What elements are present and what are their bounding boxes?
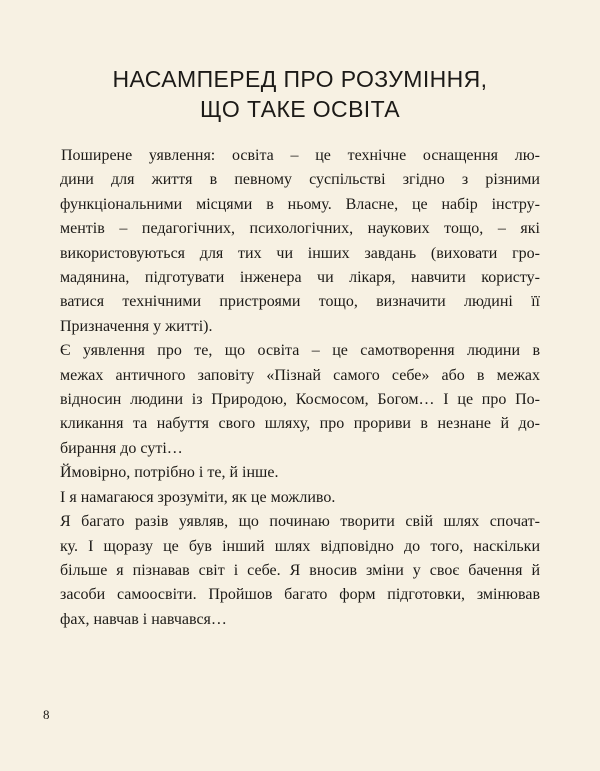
chapter-title-line-1: НАСАМПЕРЕД ПРО РОЗУМІННЯ, <box>112 66 488 92</box>
paragraph-5-line-3: більше я пізнавав світ і себе. Я вносив зміни у своє бачення й <box>60 561 540 579</box>
paragraph-1-line-2: дини для життя в певному суспільстві згідно з різними <box>60 171 540 189</box>
paragraph-2-line-3: відносин людини із Природою, Космосом, Богом… І це про По- <box>60 391 540 409</box>
paragraph-2-line-4: кликання та набуття свого шляху, про прориви в незнане й до- <box>60 415 540 433</box>
paragraph-1-line-8: Призначення у житті). <box>60 317 213 335</box>
paragraph-2-line-5: бирання до суті… <box>60 439 183 457</box>
paragraph-3 <box>60 461 540 485</box>
chapter-title-line-2: ЩО ТАКЕ ОСВІТА <box>199 96 401 122</box>
body-text <box>60 144 540 632</box>
paragraph-1-line-3: функціональними місцями в ньому. Власне, це набір інстру- <box>60 195 540 213</box>
paragraph-4-line-1: І я намагаюся зрозуміти, як це можливо. <box>60 488 336 506</box>
paragraph-3-line-1: Ймовірно, потрібно і те, й інше. <box>60 464 279 482</box>
paragraph-1 <box>60 144 540 339</box>
paragraph-5 <box>60 510 540 632</box>
paragraph-2-line-1: Є уявлення про те, що освіта – це самотворення людини в <box>60 342 540 360</box>
paragraph-5-line-5: фах, навчав і навчався… <box>60 610 227 628</box>
paragraph-1-line-6: мадянина, підготувати інженера чи лікаря, навчити користу- <box>60 269 540 287</box>
paragraph-1-line-7: ватися технічними пристроями тощо, визначити людині її <box>60 293 540 311</box>
paragraph-2-line-2: межах античного заповіту «Пізнай самого себе» або в межах <box>60 366 540 384</box>
paragraph-1-line-4: ментів – педагогічних, психологічних, наукових тощо, – які <box>60 220 540 238</box>
paragraph-4 <box>60 486 540 510</box>
paragraph-5-line-2: ку. І щоразу це був інший шлях відповідно до того, наскільки <box>60 537 540 555</box>
paragraph-2 <box>60 339 540 461</box>
paragraph-1-line-5: використовуються для тих чи інших завдань (виховати гро- <box>60 244 540 262</box>
paragraph-5-line-1: Я багато разів уявляв, що починаю творити свій шлях спочат- <box>60 513 540 531</box>
paragraph-1-line-1: Поширене уявлення: освіта – це технічне оснащення лю- <box>61 147 540 164</box>
paragraph-5-line-4: засоби самоосвіти. Пройшов багато форм підготовки, змінював <box>60 586 540 604</box>
page-number: 8 <box>43 707 50 722</box>
chapter-title <box>0 64 600 124</box>
